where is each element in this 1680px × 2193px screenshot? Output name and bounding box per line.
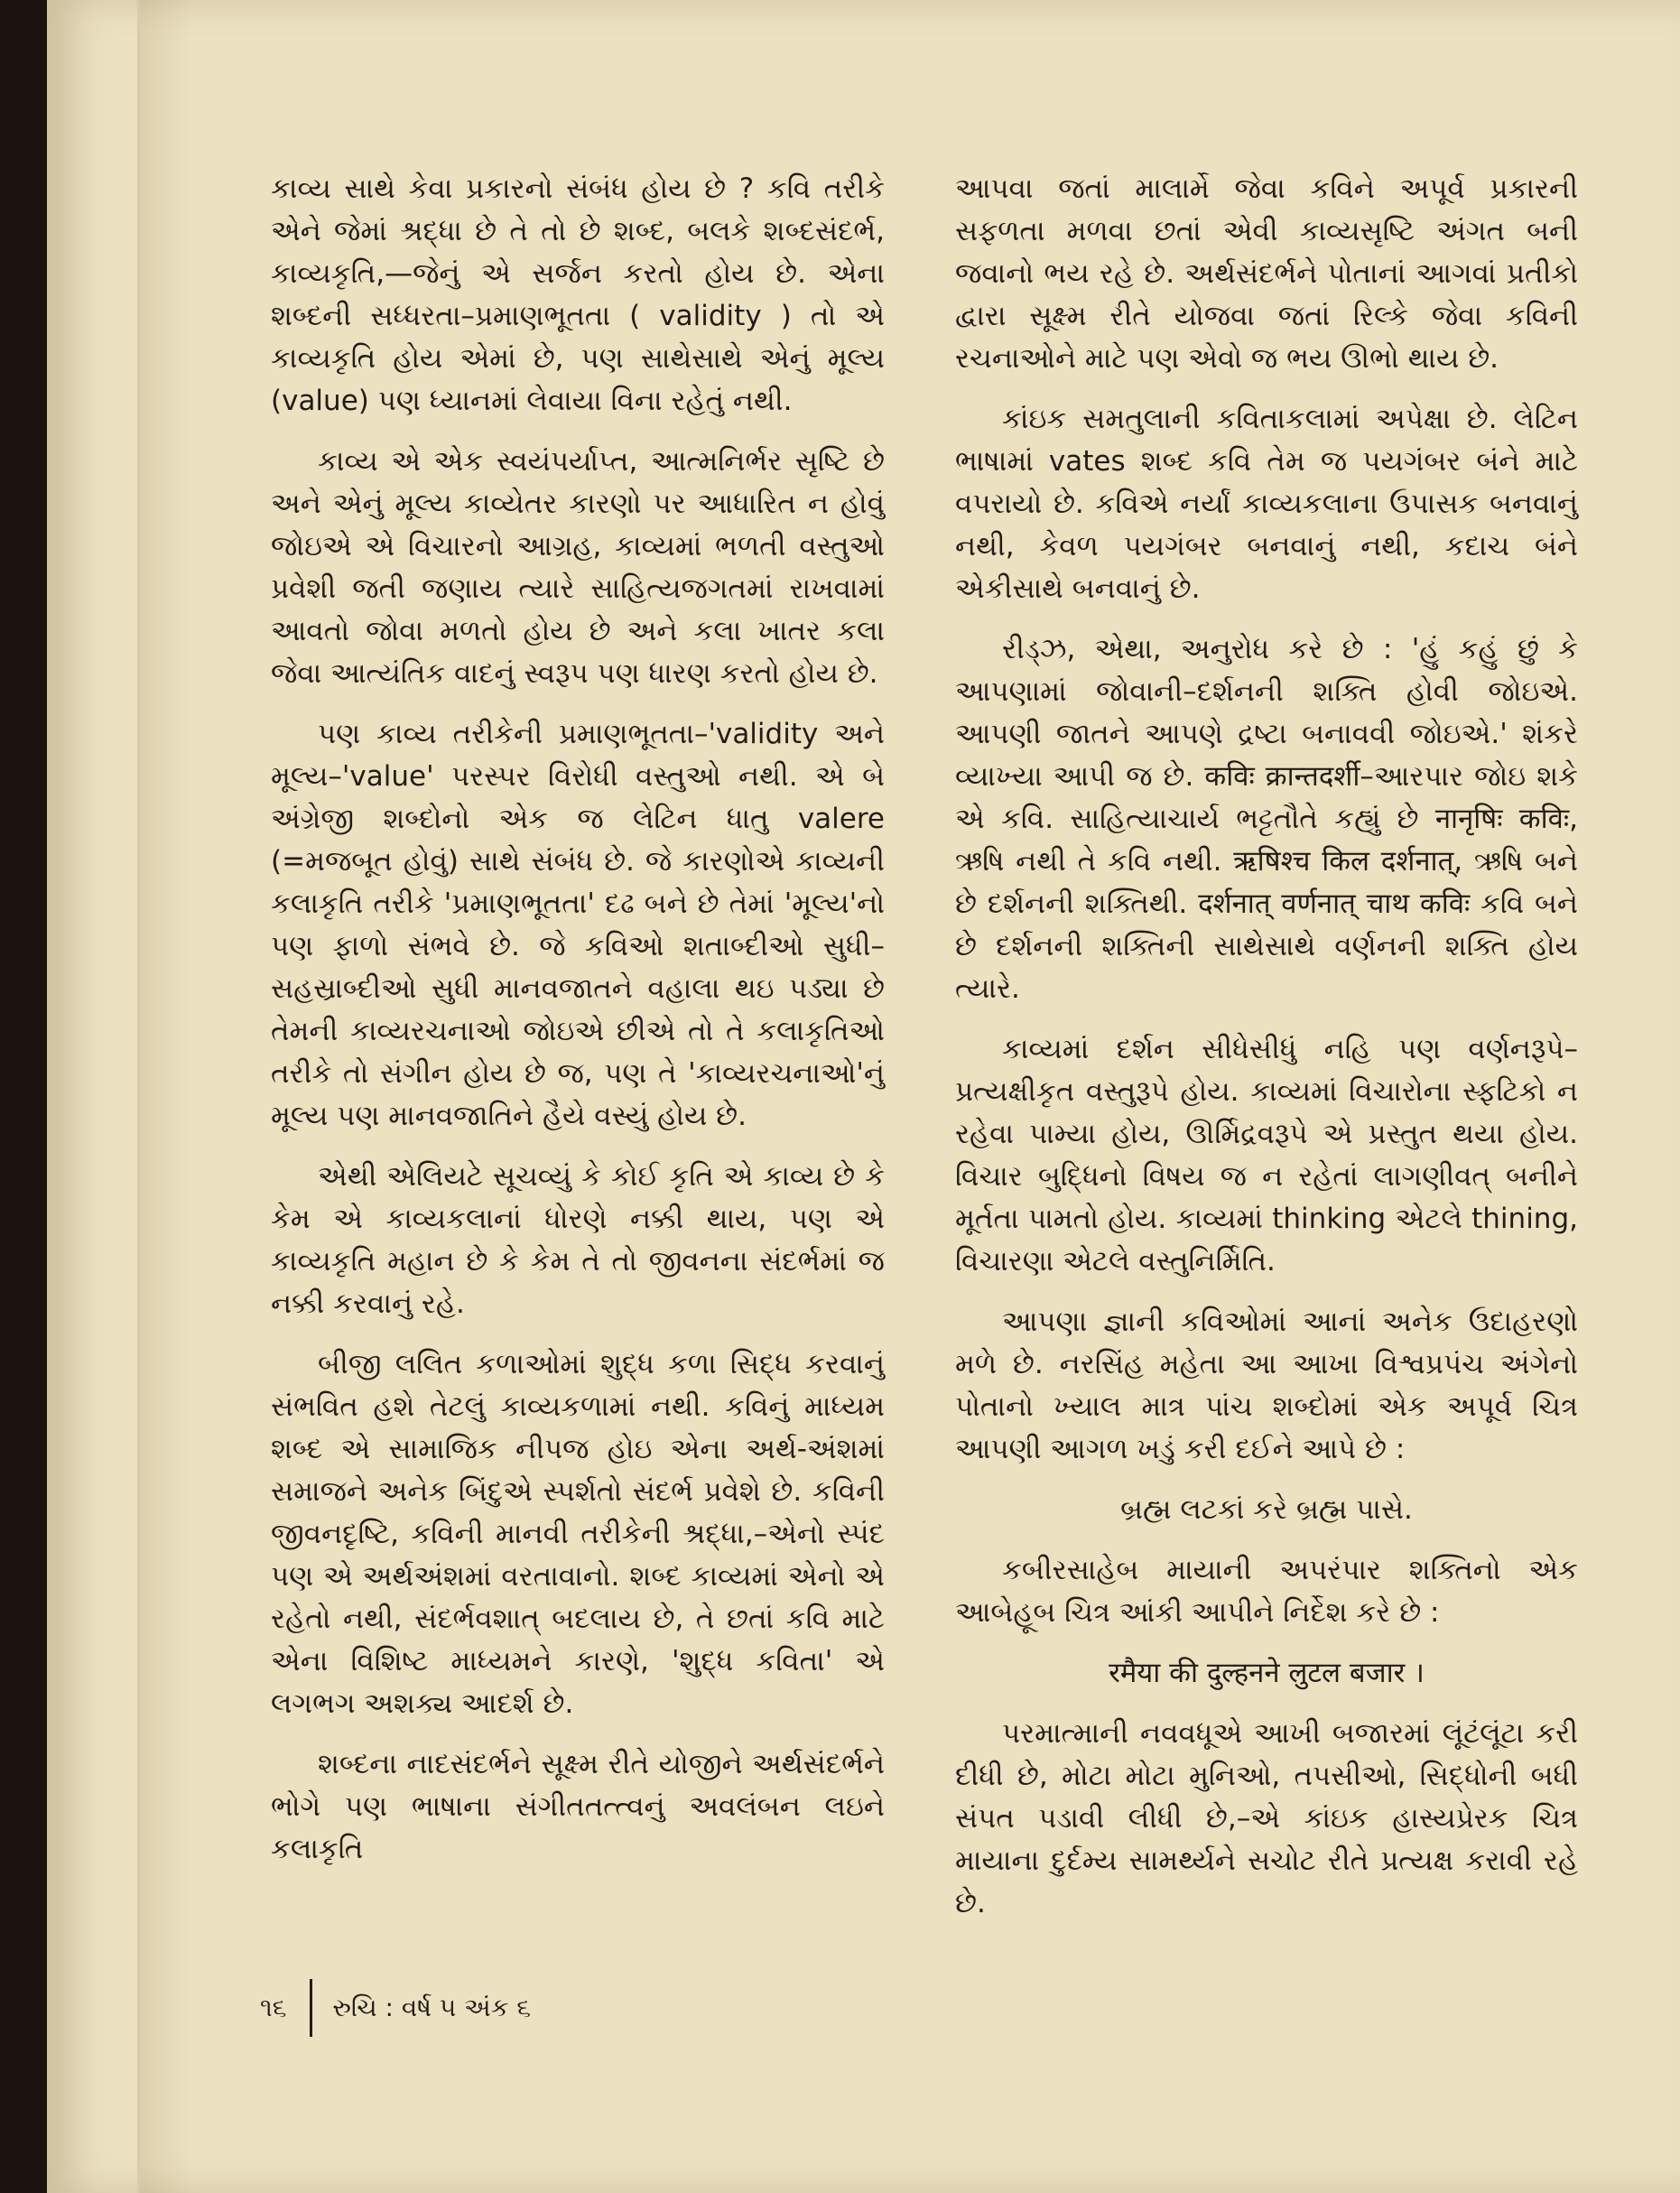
quoted-verse: બ્રહ્મ લટકાં કરે બ્રહ્મ પાસે. (1120, 1493, 1413, 1526)
paragraph: કાવ્ય સાથે કેવા પ્રકારનો સંબંધ હોય છે ? કવિ તરીકે એને જેમાં શ્રદ્ધા છે તે તો છે શબ્દ, બલકે શબ્દસંદર્ભ, કાવ્યકૃતિ,—જેનું એ સર્જન કરતો હોય છે. એના શબ્દની સધ્ધરતા–પ્રમાણભૂતતા ( validity ) તો એ કાવ્યકૃતિ હોય એમાં છે, પણ સાથેસાથે એનું મૂલ્ય (value) પણ ધ્યાનમાં લેવાયા વિના રહેતું નથી. (271, 172, 885, 417)
page-number: ૧૬ (260, 1993, 287, 2022)
paragraph: આપવા જતાં માલાર્મે જેવા કવિને અપૂર્વ પ્રકારની સફળતા મળવા છતાં એવી કાવ્યસૃષ્ટિ અંગત બની જવાનો ભય રહે છે. અર્થસંદર્ભને પોતાનાં આગવાં પ્રતીકો દ્વારા સૂક્ષ્મ રીતે યોજવા જતાં રિલ્કે જેવા કવિની રચનાઓને માટે પણ એવો જ ભય ઊભો થાય છે. (955, 172, 1578, 375)
paragraph: આપણા જ્ઞાની કવિઓમાં આનાં અનેક ઉદાહરણો મળે છે. નરસિંહ મહેતા આ આખા વિશ્વપ્રપંચ અંગેનો પોતાનો ખ્યાલ માત્ર પાંચ શબ્દોમાં એક અપૂર્વ ચિત્ર આપણી આગળ ખડું કરી દઈને આપે છે : (955, 1306, 1578, 1465)
paragraph: કાવ્યમાં દર્શન સીધેસીધું નહિ પણ વર્ણનરૂપે–પ્રત્યક્ષીકૃત વસ્તુરૂપે હોય. કાવ્યમાં વિચારોના સ્ફટિકો ન રહેવા પામ્યા હોય, ઊર્મિદ્રવરૂપે એ પ્રસ્તુત થયા હોય. વિચાર બુદ્ધિનો વિષય જ ન રહેતાં લાગણીવત્ બનીને મૂર્તતા પામતો હોય. કાવ્યમાં thinking એટલે thining, વિચારણા એટલે વસ્તુનિર્મિતિ. (955, 1033, 1578, 1278)
paragraph: બીજી લલિત કળાઓમાં શુદ્ધ કળા સિદ્ધ કરવાનું સંભવિત હશે તેટલું કાવ્યકળામાં નથી. કવિનું માધ્યમ શબ્દ એ સામાજિક નીપજ હોઇ એના અર્થ-અંશમાં સમાજને અનેક બિંદુએ સ્પર્શતો સંદર્ભ પ્રવેશે છે. કવિની જીવનદૃષ્ટિ, કવિની માનવી તરીકેની શ્રદ્ધા,–એનો સ્પંદ પણ એ અર્થઅંશમાં વરતાવાનો. શબ્દ કાવ્યમાં એનો એ રહેતો નથી, સંદર્ભવશાત્ બદલાય છે, તે છતાં કવિ માટે એના વિશિષ્ટ માધ્યમને કારણે, 'શુદ્ધ કવિતા' એ લગભગ અશક્ય આદર્શ છે. (271, 1348, 885, 1720)
page-fold-edge (137, 0, 194, 2193)
paragraph: કાંઇક સમતુલાની કવિતાકલામાં અપેક્ષા છે. લેટિન ભાષામાં vates શબ્દ કવિ તેમ જ પયગંબર બંને માટે વપરાયો છે. કવિએ નર્યાં કાવ્યકલાના ઉપાસક બનવાનું નથી, કેવળ પયગંબર બનવાનું નથી, કદાચ બંને એકીસાથે બનવાનું છે. (955, 403, 1578, 605)
paragraph: પણ કાવ્ય તરીકેની પ્રમાણભૂતતા–'validity અને મૂલ્ય–'value' પરસ્પર વિરોધી વસ્તુઓ નથી. એ બે અંગ્રેજી શબ્દોનો એક જ લેટિન ધાતુ valere (=મજબૂત હોવું) સાથે સંબંધ છે. જે કારણોએ કાવ્યની કલાકૃતિ તરીકે 'પ્રમાણભૂતતા' દઢ બને છે તેમાં 'મૂલ્ય'નો પણ ફાળો સંભવે છે. જે કવિઓ શતાબ્દીઓ સુધી–સહસ્રાબ્દીઓ સુધી માનવજાતને વહાલા થઇ પડ્યા છે તેમની કાવ્યરચનાઓ જોઇએ છીએ તો તે કલાકૃતિઓ તરીકે તો સંગીન હોય છે જ, પણ તે 'કાવ્યરચનાઓ'નું મૂલ્ય પણ માનવજાતિને હૈયે વસ્યું હોય છે. (271, 718, 885, 1132)
paragraph: કબીરસાહેબ માયાની અપરંપાર શક્તિનો એક આબેહૂબ ચિત્ર આંકી આપીને નિર્દેશ કરે છે : (955, 1554, 1578, 1629)
quoted-verse: रमैया की दुल्हनने लुटल बजार । (1109, 1657, 1425, 1689)
paragraph: શબ્દના નાદસંદર્ભને સૂક્ષ્મ રીતે યોજીને અર્થસંદર્ભને ભોગે પણ ભાષાના સંગીતતત્ત્વનું અવલંબન લઇને કલાકૃતિ (271, 1748, 885, 1865)
paragraph: રીડ્ઝ, એથા, અનુરોધ કરે છે : 'હું કહું છું કે આપણામાં જોવાની–દર્શનની શક્તિ હોવી જોઇએ. આપણી જાતને આપણે દ્રષ્ટા બનાવવી જોઇએ.' શંકરે વ્યાખ્યા આપી જ છે. कविः क्रान्तदर्शी–આરપાર જોઇ શકે એ કવિ. સાહિત્યાચાર્ય ભટ્ટતૌતે કહ્યું છે नानृषिः कविः, ઋષિ નથી તે કવિ નથી. ऋषिश्च किल दर्शनात्, ઋષિ બને છે દર્શનની શક્તિથી. दर्शनात् वर्णनात् चाथ कविः કવિ બને છે દર્શનની શક્તિની સાથેસાથે વર્ણનની શક્તિ હોય ત્યારે. (955, 633, 1578, 1005)
page-footer (260, 1979, 531, 2037)
paragraph: એથી એલિયટે સૂચવ્યું કે કોઈ કૃતિ એ કાવ્ય છે કે કેમ એ કાવ્યકલાનાં ધોરણે નક્કી થાય, પણ એ કાવ્યકૃતિ મહાન છે કે કેમ તે તો જીવનના સંદર્ભમાં જ નક્કી કરવાનું રહે. (271, 1160, 885, 1320)
paragraph: પરમાત્માની નવવધૂએ આખી બજારમાં લૂંટંલૂંટા કરી દીધી છે, મોટા મોટા મુનિઓ, તપસીઓ, સિદ્ધોની બધી સંપત પડાવી લીધી છે,–એ કાંઇક હાસ્યપ્રેરક ચિત્ર માયાના દુર્દમ્ય સામર્થ્યને સચોટ રીતે પ્રત્યક્ષ કરાવી રહે છે. (955, 1717, 1578, 1919)
paragraph: કાવ્ય એ એક સ્વયંપર્યાપ્ત, આત્મનિર્ભર સૃષ્ટિ છે અને એનું મૂલ્ય કાવ્યેતર કારણો પર આધારિત ન હોવું જોઇએ એ વિચારનો આગ્રહ, કાવ્યમાં ભળતી વસ્તુઓ પ્રવેશી જતી જણાય ત્યારે સાહિત્યજગતમાં રાખવામાં આવતો જોવા મળતો હોય છે અને કલા ખાતર કલા જેવા આત્યંતિક વાદનું સ્વરૂપ પણ ધારણ કરતો હોય છે. (271, 445, 885, 690)
left-text-column (271, 168, 885, 1889)
footer-divider (310, 1979, 312, 2037)
right-text-column (955, 168, 1578, 1943)
journal-issue: રુચિ : વર્ષ ૫ અંક ૬ (332, 1993, 532, 2022)
